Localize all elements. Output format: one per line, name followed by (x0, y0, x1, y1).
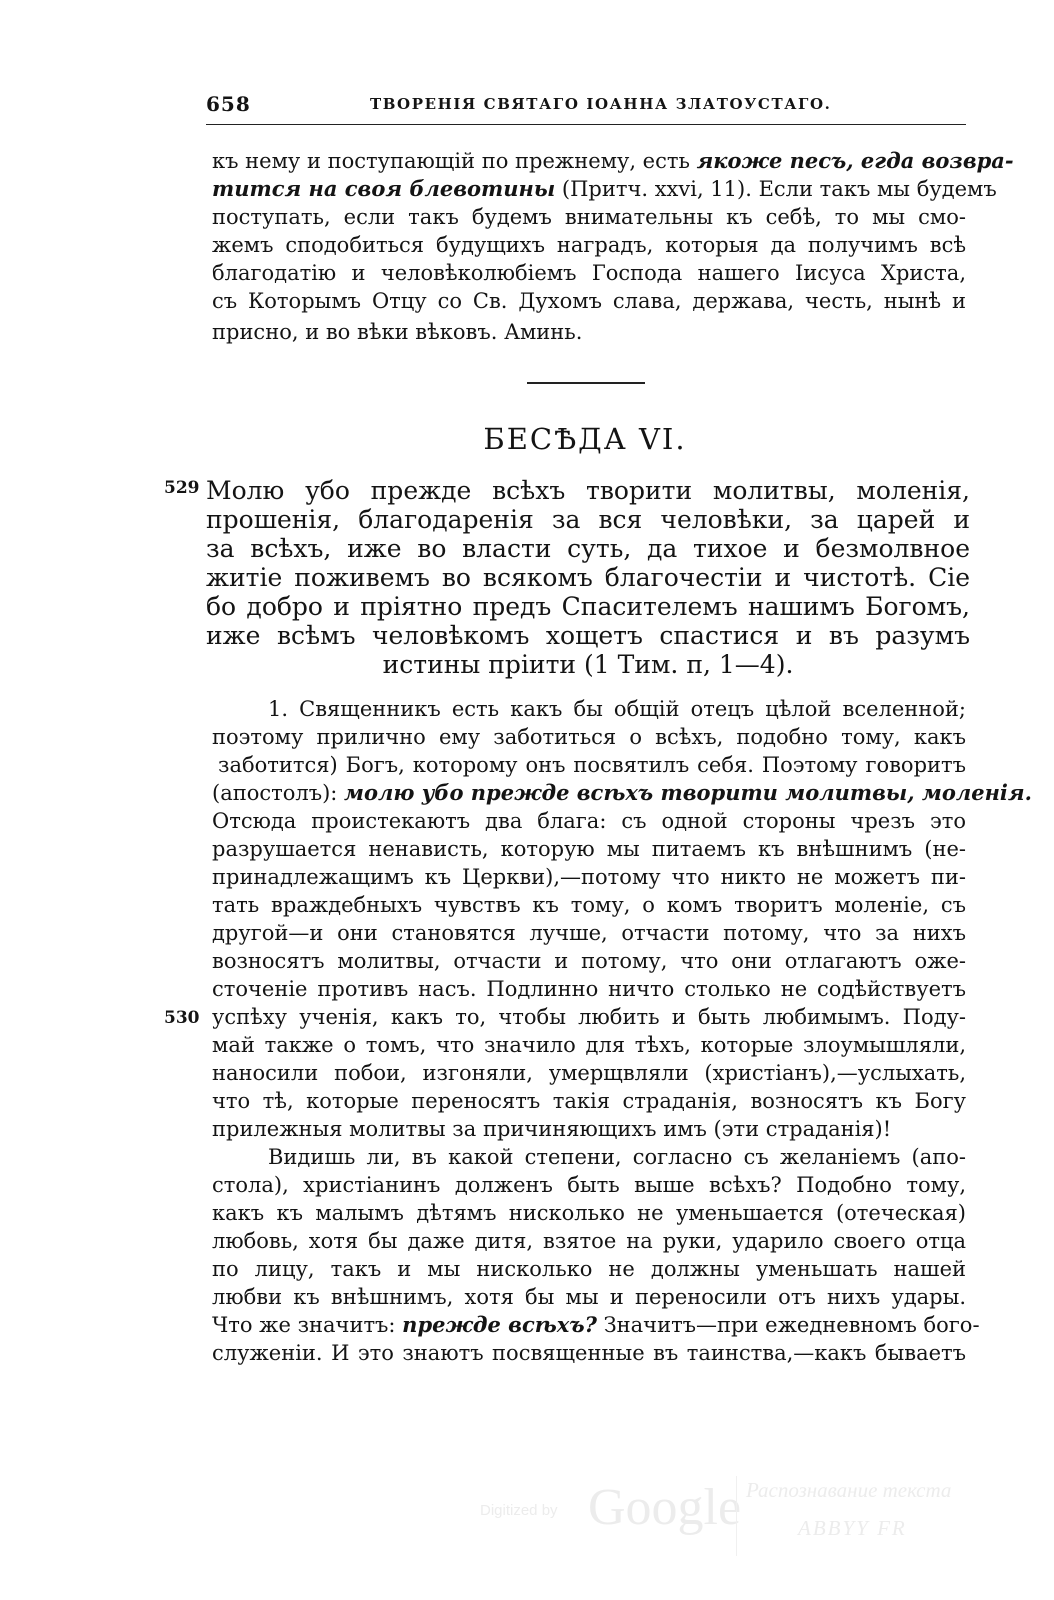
section-separator (527, 382, 645, 384)
epigraph-line: истины пріити (1 Тим. п, 1—4). (382, 650, 794, 679)
text-line: (апостолъ): молю убо прежде всѣхъ творити молитвы, моленія. (212, 780, 1032, 805)
text-line: жемъ сподобиться будущихъ наградъ, которыя да получимъ всѣ (212, 233, 966, 257)
text-line: прилежныя молитвы за причиняющихъ имъ (эти страданія)! (212, 1117, 892, 1141)
margin-number: 529 (164, 478, 200, 498)
margin-number: 530 (164, 1008, 200, 1028)
text-line: 1. Священникъ есть какъ бы общій отецъ цѣлой вселенной; (268, 697, 966, 721)
text-line: Видишь ли, въ какой степени, согласно съ желаніемъ (апо- (268, 1145, 966, 1169)
watermark-abbyy: ABBYY FR (798, 1516, 907, 1540)
text-line: что тѣ, которые переносятъ такія страданія, возносятъ къ Богу (212, 1089, 966, 1113)
epigraph-line: за всѣхъ, иже во власти суть, да тихое и безмолвное (206, 534, 970, 563)
watermark-google-logo: Google (588, 1479, 742, 1536)
text-line: къ нему и поступающій по прежнему, есть якоже песъ, егда возвра- (212, 148, 1014, 173)
text-line: май также о томъ, что значило для тѣхъ, которые злоумышляли, (212, 1033, 966, 1057)
text-line: сточеніе противъ насъ. Подлинно ничто столько не содѣйствуетъ (212, 977, 966, 1001)
text-line: Отсюда проистекаютъ два блага: съ одной стороны чрезъ это (212, 809, 966, 833)
page-number: 658 (206, 92, 251, 116)
epigraph-line: бо добро и пріятно предъ Спасителемъ нашимъ Богомъ, (206, 592, 970, 621)
homily-title: БЕСѢДА VI. (483, 422, 687, 456)
epigraph-line: иже всѣмъ человѣкомъ хощетъ спастися и въ разумъ (206, 621, 970, 650)
text-line: благодатію и человѣколюбіемъ Господа нашего Іисуса Христа, (212, 261, 966, 285)
watermark-ocr: Распознавание текста (746, 1478, 952, 1502)
text-line: заботится) Богъ, которому онъ посвятилъ себя. Поэтому говоритъ (218, 753, 966, 777)
text-line: поступать, если такъ будемъ внимательны къ себѣ, то мы смо- (212, 205, 966, 229)
header-rule (206, 124, 966, 125)
epigraph-line: прошенія, благодаренія за вся человѣки, за царей и (206, 505, 970, 534)
text-line: по лицу, такъ и мы нисколько не должны уменьшать нашей (212, 1257, 966, 1281)
epigraph-line: Молю убо прежде всѣхъ творити молитвы, моленія, (206, 476, 970, 505)
text-line: служеніи. И это знаютъ посвященные въ таинства,—какъ бываетъ (212, 1341, 966, 1365)
text-line: другой—и они становятся лучше, отчасти потому, что за нихъ (212, 921, 966, 945)
text-line: какъ къ малымъ дѣтямъ нисколько не уменьшается (отеческая) (212, 1201, 966, 1225)
text-line: съ Которымъ Отцу со Св. Духомъ слава, держава, честь, нынѣ и (212, 289, 966, 313)
watermark-divider (736, 1476, 737, 1556)
scan-watermark (480, 1472, 1000, 1562)
text-line: разрушается ненависть, которую мы питаемъ къ внѣшнимъ (не- (212, 837, 966, 861)
text-line: любви къ внѣшнимъ, хотя бы мы и переносили отъ нихъ удары. (212, 1285, 966, 1309)
watermark-digitized: Digitized by (480, 1502, 558, 1519)
epigraph-line: житіе поживемъ во всякомъ благочестіи и чистотѣ. Сіе (206, 563, 970, 592)
text-line: наносили побои, изгоняли, умерщвляли (христіанъ),—услыхать, (212, 1061, 966, 1085)
text-line: принадлежащимъ къ Церкви),—потому что никто не можетъ пи- (212, 865, 966, 889)
text-line: возносятъ молитвы, отчасти и потому, что они отлагаютъ оже- (212, 949, 966, 973)
running-title: ТВОРЕНІЯ СВЯТАГО ІОАННА ЗЛАТОУСТАГО. (370, 95, 832, 113)
text-line: тится на своя блевотины (Притч. xxvi, 11). Если такъ мы будемъ (212, 176, 997, 201)
running-head (206, 92, 970, 122)
text-line: поэтому прилично ему заботиться о всѣхъ, подобно тому, какъ (212, 725, 966, 749)
text-line: стола), христіанинъ долженъ быть выше всѣхъ? Подобно тому, (212, 1173, 966, 1197)
text-line: присно, и во вѣки вѣковъ. Аминь. (212, 320, 583, 344)
text-line: успѣху ученія, какъ то, чтобы любить и быть любимымъ. Поду- (212, 1005, 966, 1029)
text-line: тать враждебныхъ чувствъ къ тому, о комъ творитъ моленіе, съ (212, 893, 966, 917)
text-line: любовь, хотя бы даже дитя, взятое на руки, ударило своего отца (212, 1229, 966, 1253)
text-line: Что же значитъ: прежде всѣхъ? Значитъ—при ежедневномъ бого- (212, 1312, 980, 1337)
